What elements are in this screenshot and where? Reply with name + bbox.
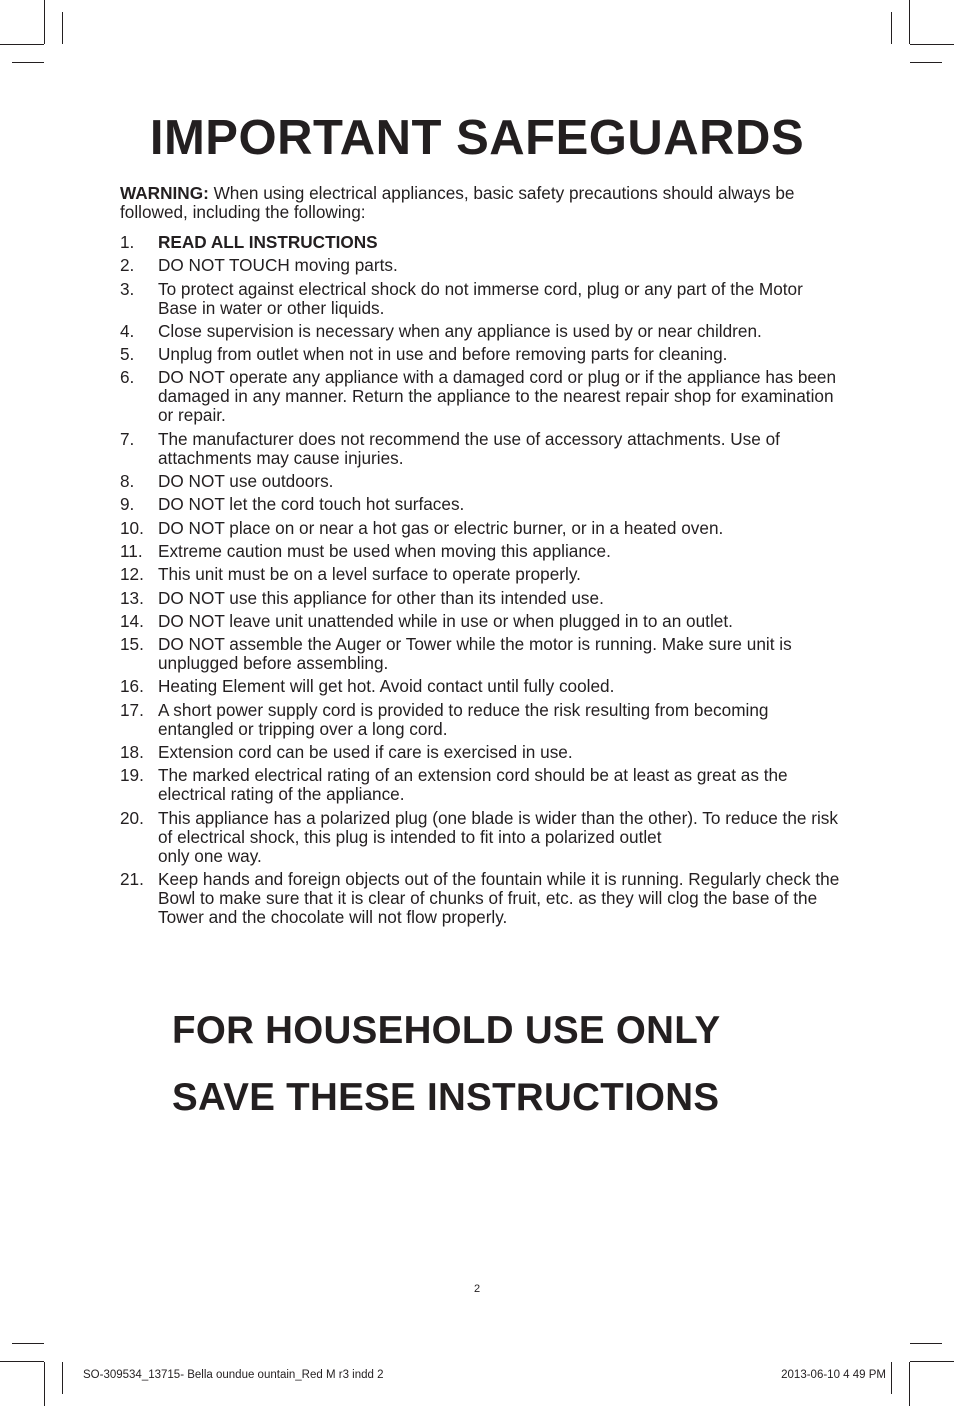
save-instructions-heading: SAVE THESE INSTRUCTIONS <box>172 1076 720 1119</box>
list-item-number: 1. <box>120 232 135 252</box>
list-item <box>120 612 840 631</box>
list-item-number: 18. <box>120 742 144 763</box>
list-item-text: Unplug from outlet when not in use and before removing parts for cleaning. <box>158 344 728 365</box>
list-item-number: 20. <box>120 807 144 828</box>
list-item-text: DO NOT place on or near a hot gas or electric burner, or in a heated oven. <box>158 517 724 538</box>
crop-mark <box>44 1362 45 1406</box>
list-item-number: 7. <box>120 428 135 449</box>
list-item-text: DO NOT TOUCH moving parts. <box>158 255 398 276</box>
list-item-number: 10. <box>120 517 144 538</box>
list-item-text: DO NOT let the cord touch hot surfaces. <box>158 494 465 515</box>
crop-mark <box>44 0 45 44</box>
list-item-number: 13. <box>120 587 144 608</box>
warning-paragraph <box>120 184 820 222</box>
crop-mark <box>0 44 44 45</box>
list-item-text: DO NOT use outdoors. <box>158 471 334 492</box>
crop-mark <box>62 1362 63 1394</box>
list-item <box>120 589 840 608</box>
list-item-number: 21. <box>120 868 144 889</box>
page-number: 2 <box>473 1283 481 1295</box>
list-item <box>120 430 840 468</box>
list-item <box>120 870 840 927</box>
list-item-text: This unit must be on a level surface to operate properly. <box>158 564 581 585</box>
print-slug-filename: SO-309534_13715- Bella oundue ountain_Red M r3 indd 2 <box>83 1369 384 1381</box>
list-item <box>120 280 840 318</box>
list-item <box>120 701 840 739</box>
list-item <box>120 345 840 364</box>
safeguards-list <box>120 233 840 931</box>
list-item-text: The marked electrical rating of an extension cord should be at least as great as the electrical rating of the appliance. <box>158 765 788 805</box>
list-item-text: Extension cord can be used if care is exercised in use. <box>158 742 573 763</box>
list-item-number: 9. <box>120 494 135 515</box>
list-item <box>120 368 840 425</box>
crop-mark <box>910 44 954 45</box>
list-item-number: 6. <box>120 367 135 388</box>
list-item-number: 15. <box>120 634 144 655</box>
list-item <box>120 542 840 561</box>
crop-mark <box>12 62 44 63</box>
warning-label: WARNING: <box>120 183 209 203</box>
list-item <box>120 766 840 804</box>
list-item-text: READ ALL INSTRUCTIONS <box>158 232 378 252</box>
list-item-text: DO NOT operate any appliance with a damaged cord or plug or if the appliance has been damaged in any manner. Return the appliance to the nearest repair shop for examination or repair. <box>158 367 837 426</box>
list-item-text: To protect against electrical shock do not immerse cord, plug or any part of the Motor Base in water or other liquids. <box>158 278 803 318</box>
list-item-number: 17. <box>120 699 144 720</box>
list-item <box>120 677 840 696</box>
list-item-text: DO NOT assemble the Auger or Tower while the motor is running. Make sure unit is unplugged before assembling. <box>158 634 792 674</box>
list-item <box>120 256 840 275</box>
crop-mark <box>0 1361 44 1362</box>
list-item-text: The manufacturer does not recommend the use of accessory attachments. Use of attachments may cause injuries. <box>158 428 780 468</box>
crop-mark <box>12 1343 44 1344</box>
list-item-text: DO NOT use this appliance for other than its intended use. <box>158 587 604 608</box>
list-item <box>120 565 840 584</box>
crop-mark <box>910 62 942 63</box>
crop-mark <box>910 1361 954 1362</box>
warning-text: When using electrical appliances, basic safety precautions should always be followed, including the following: <box>120 183 795 222</box>
list-item-text: Extreme caution must be used when moving this appliance. <box>158 540 611 561</box>
crop-mark <box>909 0 910 44</box>
list-item-text: Heating Element will get hot. Avoid contact until fully cooled. <box>158 676 615 697</box>
list-item-number: 16. <box>120 676 144 697</box>
list-item-text: A short power supply cord is provided to reduce the risk resulting from becoming entangled or tripping over a long cord. <box>158 699 769 739</box>
list-item-number: 8. <box>120 471 135 492</box>
crop-mark <box>910 1343 942 1344</box>
list-item-number: 14. <box>120 610 144 631</box>
crop-mark <box>909 1362 910 1406</box>
list-item-number: 12. <box>120 564 144 585</box>
list-item <box>120 809 840 866</box>
list-item-text: DO NOT leave unit unattended while in use or when plugged in to an outlet. <box>158 610 733 631</box>
list-item-number: 4. <box>120 320 135 341</box>
list-item <box>120 233 840 252</box>
list-item <box>120 743 840 762</box>
crop-mark <box>62 12 63 44</box>
crop-mark <box>891 1362 892 1394</box>
list-item-number: 11. <box>120 540 143 561</box>
list-item-text: Close supervision is necessary when any appliance is used by or near children. <box>158 320 762 341</box>
list-item-number: 2. <box>120 255 135 276</box>
list-item <box>120 322 840 341</box>
list-item <box>120 495 840 514</box>
list-item <box>120 635 840 673</box>
crop-mark <box>891 12 892 44</box>
list-item-text: Keep hands and foreign objects out of the fountain while it is running. Regularly check the Bowl to make sure that it is clear of chunks of fruit, etc. as they will clog the base of the Tower and the chocolate will not flow properly. <box>158 868 840 927</box>
list-item-text: This appliance has a polarized plug (one blade is wider than the other). To reduce the risk of electrical shock, this plug is intended to fit into a polarized outlet only one way. <box>158 807 838 866</box>
list-item-number: 19. <box>120 765 144 786</box>
page-title: IMPORTANT SAFEGUARDS <box>149 111 805 165</box>
list-item-number: 5. <box>120 344 135 365</box>
list-item <box>120 472 840 491</box>
list-item <box>120 519 840 538</box>
household-use-heading: FOR HOUSEHOLD USE ONLY <box>172 1009 721 1052</box>
print-slug-timestamp: 2013-06-10 4 49 PM <box>781 1369 886 1381</box>
list-item-number: 3. <box>120 278 135 299</box>
